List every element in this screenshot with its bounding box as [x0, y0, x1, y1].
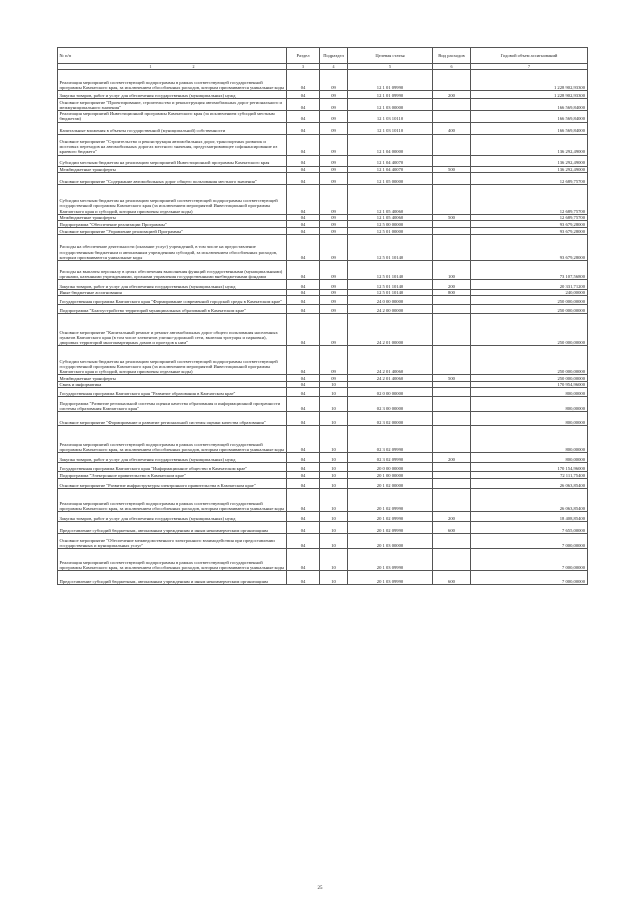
row-name: Реализация мероприятий соответствующей подпрограммы в рамках соответствующей государственной программы Камчатского края, за исключением обособленных расходов, которым присваиваются уникальные коды: [58, 489, 287, 512]
row-razdel: 04: [287, 214, 320, 220]
table-row: [58, 314, 588, 346]
row-vid: 400: [433, 122, 471, 134]
row-amount: 93 679,28000: [471, 235, 588, 261]
row-celevaya: 24 2 01 00000: [348, 314, 433, 346]
row-amount: 12 689,75700: [471, 214, 588, 220]
row-razdel: 04: [287, 280, 320, 290]
row-vid: 600: [433, 522, 471, 534]
row-name: Основное мероприятие "Капитальный ремонт и ремонт автомобильных дорог общего пользования населенных пунктов Камчатского края (в том числе элементов улично-дорожной сети, включая тротуары и парковки), дворовых территорий многоквартирных домов и проездов к ним": [58, 314, 287, 346]
row-celevaya: 24 0 00 00000: [348, 296, 433, 305]
row-celevaya: 12 1 04 40070: [348, 166, 433, 172]
table-body: [58, 70, 588, 585]
row-podrazdel: 10: [320, 453, 348, 463]
row-amount: 800,00000: [471, 388, 588, 397]
row-vid: 500: [433, 166, 471, 172]
row-celevaya: 02 3 02 09990: [348, 453, 433, 463]
row-name: Подпрограмма "Благоустройство территорий муниципальных образований в Камчатском крае": [58, 305, 287, 314]
row-vid: [433, 479, 471, 489]
row-razdel: 04: [287, 549, 320, 571]
row-podrazdel: 09: [320, 70, 348, 91]
row-celevaya: 24 2 01 40060: [348, 375, 433, 382]
row-razdel: 04: [287, 412, 320, 426]
row-podrazdel: 09: [320, 91, 348, 99]
row-amount: 240,00000: [471, 290, 588, 296]
row-vid: 200: [433, 91, 471, 99]
table-row: [58, 122, 588, 134]
row-razdel: 04: [287, 346, 320, 375]
row-amount: 800,00000: [471, 453, 588, 463]
row-podrazdel: 09: [320, 314, 348, 346]
table-row: [58, 479, 588, 489]
row-amount: 7 655,00000: [471, 522, 588, 534]
row-name: Основное мероприятие "Развитие инфраструктуры электронного правительства в Камчатском крае": [58, 479, 287, 489]
col-index: 3: [287, 64, 320, 70]
row-name: Государственная программа Камчатского края "Формирование современной городской среды в Камчатском крае": [58, 296, 287, 305]
table-row: [58, 235, 588, 261]
row-vid: [433, 70, 471, 91]
row-amount: 250 000,00000: [471, 346, 588, 375]
row-name: Основное мероприятие "Обеспечение межведомственного электронного взаимодействия при предоставлении государственных и муниципальных услуг": [58, 534, 287, 549]
table-row: [58, 99, 588, 111]
row-amount: 26 063,85400: [471, 479, 588, 489]
table-row: [58, 305, 588, 314]
row-vid: [433, 221, 471, 228]
row-vid: [433, 314, 471, 346]
row-amount: 250 000,00000: [471, 314, 588, 346]
table-row: [58, 91, 588, 99]
row-name: Предоставление субсидий бюджетным, автономным учреждениям и иным некоммерческим организациям: [58, 522, 287, 534]
table-row: [58, 571, 588, 585]
row-vid: [433, 172, 471, 184]
row-razdel: 04: [287, 91, 320, 99]
row-celevaya: 12 1 03 10110: [348, 111, 433, 122]
row-celevaya: 20 1 02 09990: [348, 522, 433, 534]
row-vid: [433, 296, 471, 305]
row-celevaya: 02 3 02 09990: [348, 426, 433, 453]
row-name: Закупка товаров, работ и услуг для обеспечения государственных (муниципальных) нужд: [58, 91, 287, 99]
header-name: № п/п: [58, 48, 287, 64]
row-celevaya: 20 1 03 00000: [348, 534, 433, 549]
row-name: Государственная программа Камчатского края "Развитие образования в Камчатском крае": [58, 388, 287, 397]
row-podrazdel: 09: [320, 122, 348, 134]
row-podrazdel: 10: [320, 382, 348, 388]
budget-table: [57, 47, 588, 585]
row-razdel: 04: [287, 228, 320, 235]
row-razdel: 04: [287, 375, 320, 382]
row-razdel: 04: [287, 184, 320, 214]
row-name: Реализация мероприятий соответствующей подпрограммы в рамках соответствующей государственной программы Камчатского края, за исключением обособленных расходов, которым присваиваются уникальные коды: [58, 426, 287, 453]
row-podrazdel: 09: [320, 235, 348, 261]
row-name: Государственная программа Камчатского края "Информационное общество в Камчатском крае": [58, 463, 287, 472]
row-vid: 200: [433, 453, 471, 463]
row-podrazdel: 10: [320, 479, 348, 489]
row-vid: 600: [433, 571, 471, 585]
table-row: [58, 280, 588, 290]
row-celevaya: 12 1 05 00000: [348, 172, 433, 184]
row-name: Субсидии местным бюджетам на реализацию мероприятий соответствующей подпрограммы соответствующей государственной программы Камчатского края (за исключением мероприятий Инвестиционной программы Камчатского края и субсидий, которым присвоены отдельные коды): [58, 184, 287, 214]
row-podrazdel: 10: [320, 388, 348, 397]
row-razdel: 04: [287, 426, 320, 453]
row-celevaya: 12 1 05 40060: [348, 214, 433, 220]
row-celevaya: 02 3 00 00000: [348, 397, 433, 412]
row-celevaya: 20 1 02 09990: [348, 512, 433, 522]
table-row: [58, 70, 588, 91]
row-name: Предоставление субсидий бюджетным, автономным учреждениям и иным некоммерческим организациям: [58, 571, 287, 585]
row-razdel: 04: [287, 290, 320, 296]
row-podrazdel: 09: [320, 111, 348, 122]
row-name: Закупка товаров, работ и услуг для обеспечения государственных (муниципальных) нужд: [58, 512, 287, 522]
row-amount: 93 679,28000: [471, 228, 588, 235]
row-name: Расходы на обеспечение деятельности (оказание услуг) учреждений, в том числе на предоставление государственным бюджетным и автономным учреждениям субсидий, за исключением обособленных расходов, которым присваиваются уникальные коды: [58, 235, 287, 261]
row-celevaya: 12 1 03 10110: [348, 122, 433, 134]
row-razdel: 04: [287, 111, 320, 122]
row-amount: 250 000,00000: [471, 305, 588, 314]
row-razdel: 04: [287, 382, 320, 388]
table-row: [58, 261, 588, 280]
row-podrazdel: 10: [320, 571, 348, 585]
row-celevaya: 12 5 00 00000: [348, 221, 433, 228]
table-row: [58, 346, 588, 375]
table-row: [58, 512, 588, 522]
table-row: [58, 375, 588, 382]
table-row: [58, 463, 588, 472]
row-razdel: 04: [287, 134, 320, 155]
table-row: [58, 111, 588, 122]
row-podrazdel: 09: [320, 261, 348, 280]
row-amount: 136 292,49000: [471, 155, 588, 166]
row-celevaya: 12 1 05 40060: [348, 184, 433, 214]
table-row: [58, 397, 588, 412]
row-name: Субсидии местным бюджетам на реализацию мероприятий Инвестиционной программы Камчатского края: [58, 155, 287, 166]
row-razdel: 04: [287, 534, 320, 549]
row-vid: [433, 412, 471, 426]
row-name: Основное мероприятие "Управление реализацией Программы": [58, 228, 287, 235]
table-row: [58, 426, 588, 453]
row-amount: 800,00000: [471, 426, 588, 453]
row-podrazdel: 09: [320, 184, 348, 214]
row-vid: [433, 463, 471, 472]
row-vid: 100: [433, 261, 471, 280]
row-podrazdel: 09: [320, 221, 348, 228]
row-vid: 500: [433, 214, 471, 220]
row-name: Связь и информатика: [58, 382, 287, 388]
row-celevaya: 12 1 04 00000: [348, 134, 433, 155]
row-razdel: 04: [287, 122, 320, 134]
table-row: [58, 522, 588, 534]
row-podrazdel: 10: [320, 534, 348, 549]
row-vid: [433, 228, 471, 235]
row-celevaya: 12 1 01 09990: [348, 70, 433, 91]
row-podrazdel: 09: [320, 99, 348, 111]
row-amount: 73 107,56800: [471, 261, 588, 280]
row-celevaya: 24 2 00 00000: [348, 305, 433, 314]
row-amount: 7 000,00000: [471, 549, 588, 571]
row-vid: 200: [433, 512, 471, 522]
row-vid: [433, 346, 471, 375]
row-name: Межбюджетные трансферты: [58, 166, 287, 172]
row-celevaya: 12 5 01 10140: [348, 235, 433, 261]
table-row: [58, 134, 588, 155]
row-celevaya: 20 1 03 09990: [348, 571, 433, 585]
table-row: [58, 534, 588, 549]
row-amount: 166 569,84000: [471, 99, 588, 111]
row-vid: [433, 111, 471, 122]
row-amount: 170 954,96000: [471, 382, 588, 388]
table-row: [58, 489, 588, 512]
row-razdel: 04: [287, 571, 320, 585]
row-name: Основное мероприятие "Проектирование, строительство и реконструкция автомобильных дорог регионального и межмуниципального значения": [58, 99, 287, 111]
row-name: Межбюджетные трансферты: [58, 214, 287, 220]
row-vid: [433, 397, 471, 412]
row-razdel: 04: [287, 305, 320, 314]
row-podrazdel: 09: [320, 296, 348, 305]
row-podrazdel: 09: [320, 280, 348, 290]
row-vid: [433, 134, 471, 155]
row-celevaya: 12 5 01 00000: [348, 228, 433, 235]
table-row: [58, 549, 588, 571]
row-name: Основное мероприятие "Строительство и реконструкция автомобильных дорог, транспортных развязок и мостовых переходов на автомобильных дорогах местного значения, предусматривающее софинансирование из краевого бюджета": [58, 134, 287, 155]
row-vid: [433, 489, 471, 512]
row-vid: 800: [433, 290, 471, 296]
col-index: 6: [433, 64, 471, 70]
row-razdel: 04: [287, 522, 320, 534]
row-vid: [433, 534, 471, 549]
row-vid: [433, 549, 471, 571]
row-amount: 250 000,00000: [471, 296, 588, 305]
row-podrazdel: 09: [320, 155, 348, 166]
row-vid: [433, 472, 471, 479]
row-celevaya: 12 1 04 40070: [348, 155, 433, 166]
row-celevaya: 20 0 00 00000: [348, 463, 433, 472]
row-podrazdel: 09: [320, 214, 348, 220]
row-razdel: 04: [287, 463, 320, 472]
row-celevaya: 12 5 01 10140: [348, 261, 433, 280]
row-razdel: 04: [287, 314, 320, 346]
row-name: Расходы на выплаты персоналу в целях обеспечения выполнения функций государственными (муниципальными) органами, казенными учреждениями, органами управления государственными внебюджетными фондами: [58, 261, 287, 280]
row-celevaya: 02 0 00 00000: [348, 388, 433, 397]
table-row: [58, 172, 588, 184]
table-row: [58, 228, 588, 235]
table-row: [58, 388, 588, 397]
row-podrazdel: 10: [320, 489, 348, 512]
row-podrazdel: 09: [320, 166, 348, 172]
row-podrazdel: 09: [320, 172, 348, 184]
row-amount: 12 689,75700: [471, 172, 588, 184]
row-razdel: 04: [287, 489, 320, 512]
row-celevaya: 12 5 01 10140: [348, 280, 433, 290]
row-vid: 200: [433, 280, 471, 290]
table-row: [58, 155, 588, 166]
row-amount: 170 154,96000: [471, 463, 588, 472]
row-podrazdel: 09: [320, 375, 348, 382]
table-row: [58, 296, 588, 305]
row-amount: 800,00000: [471, 412, 588, 426]
row-podrazdel: 10: [320, 463, 348, 472]
row-name: Подпрограмма "Электронное правительство в Камчатском крае": [58, 472, 287, 479]
row-razdel: 04: [287, 221, 320, 228]
row-name: Реализация мероприятий Инвестиционной программы Камчатского края (за исключением субсидий местным бюджетам): [58, 111, 287, 122]
row-podrazdel: 10: [320, 472, 348, 479]
row-name: Основное мероприятие "Формирование и развитие региональной системы оценки качества образования": [58, 412, 287, 426]
row-amount: 72 111,75400: [471, 472, 588, 479]
table-row: [58, 453, 588, 463]
row-vid: [433, 388, 471, 397]
row-razdel: 04: [287, 166, 320, 172]
row-podrazdel: 10: [320, 426, 348, 453]
table-row: [58, 221, 588, 228]
row-podrazdel: 10: [320, 522, 348, 534]
col-index: 5: [348, 64, 433, 70]
row-name: Основное мероприятие "Содержание автомобильных дорог общего пользования местного значения": [58, 172, 287, 184]
table-row: [58, 412, 588, 426]
row-razdel: 04: [287, 472, 320, 479]
row-razdel: 04: [287, 155, 320, 166]
header-celevaya: Целевая статья: [348, 48, 433, 64]
col-index: 4: [320, 64, 348, 70]
row-podrazdel: 09: [320, 346, 348, 375]
row-celevaya: 12 1 01 09990: [348, 91, 433, 99]
row-celevaya: 20 1 03 09990: [348, 549, 433, 571]
row-celevaya: 12 1 03 00000: [348, 99, 433, 111]
row-celevaya: 20 1 00 00000: [348, 472, 433, 479]
row-amount: 18 408,85400: [471, 512, 588, 522]
row-amount: 12 689,75700: [471, 184, 588, 214]
row-amount: 26 063,85400: [471, 489, 588, 512]
row-name: Закупка товаров, работ и услуг для обеспечения государственных (муниципальных) нужд: [58, 280, 287, 290]
header-godovoy: Годовой объем ассигнований: [471, 48, 588, 64]
row-podrazdel: 09: [320, 134, 348, 155]
row-podrazdel: 10: [320, 549, 348, 571]
table-row: [58, 472, 588, 479]
row-razdel: 04: [287, 235, 320, 261]
row-amount: 166 569,84000: [471, 111, 588, 122]
row-celevaya: 20 1 02 00000: [348, 479, 433, 489]
header-podrazdel: Подраздел: [320, 48, 348, 64]
row-vid: [433, 235, 471, 261]
row-amount: 250 000,00000: [471, 375, 588, 382]
row-name: Капитальные вложения в объекты государственной (муниципальной) собственности: [58, 122, 287, 134]
row-name: Реализация мероприятий соответствующей подпрограммы в рамках соответствующей государственной программы Камчатского края, за исключением обособленных расходов, которым присваиваются уникальные коды: [58, 70, 287, 91]
row-name: Иные бюджетные ассигнования: [58, 290, 287, 296]
row-razdel: 04: [287, 296, 320, 305]
row-name: Межбюджетные трансферты: [58, 375, 287, 382]
header-razdel: Раздел: [287, 48, 320, 64]
row-name: Реализация мероприятий соответствующей подпрограммы в рамках соответствующей государственной программы Камчатского края, за исключением обособленных расходов, которым присваиваются уникальные коды: [58, 549, 287, 571]
page-number: 25: [317, 886, 323, 891]
row-amount: 20 331,71200: [471, 280, 588, 290]
row-vid: [433, 426, 471, 453]
header-vid: Вид расходов: [433, 48, 471, 64]
col-index: 7: [471, 64, 588, 70]
row-vid: 500: [433, 375, 471, 382]
row-amount: 1 228 902,93300: [471, 91, 588, 99]
row-amount: 166 569,84000: [471, 122, 588, 134]
row-amount: 7 000,00000: [471, 571, 588, 585]
row-amount: 800,00000: [471, 397, 588, 412]
row-razdel: 04: [287, 453, 320, 463]
col-index: 1 2: [58, 64, 287, 70]
row-razdel: 04: [287, 172, 320, 184]
row-name: Подпрограмма "Обеспечение реализации Программы": [58, 221, 287, 228]
row-celevaya: 24 2 01 40060: [348, 346, 433, 375]
row-podrazdel: 10: [320, 512, 348, 522]
row-celevaya: 12 5 01 10140: [348, 290, 433, 296]
row-name: Субсидии местным бюджетам на реализацию мероприятий соответствующей подпрограммы соответствующей государственной программы Камчатского края (за исключением мероприятий Инвестиционной программы Камчатского края и субсидий, которым присвоены отдельные коды): [58, 346, 287, 375]
row-razdel: 04: [287, 512, 320, 522]
row-razdel: 04: [287, 99, 320, 111]
row-name: Подпрограмма "Развитие региональной системы оценки качества образования и информационной прозрачности системы образования Камчатского края": [58, 397, 287, 412]
row-amount: 136 292,49000: [471, 166, 588, 172]
row-razdel: 04: [287, 70, 320, 91]
row-razdel: 04: [287, 397, 320, 412]
row-podrazdel: 09: [320, 305, 348, 314]
row-celevaya: 20 1 02 09990: [348, 489, 433, 512]
row-razdel: 04: [287, 479, 320, 489]
row-amount: 7 000,00000: [471, 534, 588, 549]
row-vid: [433, 155, 471, 166]
row-name: Закупка товаров, работ и услуг для обеспечения государственных (муниципальных) нужд: [58, 453, 287, 463]
row-vid: [433, 305, 471, 314]
row-vid: [433, 184, 471, 214]
row-podrazdel: 09: [320, 228, 348, 235]
row-vid: [433, 99, 471, 111]
row-amount: 1 228 902,93300: [471, 70, 588, 91]
row-celevaya: 02 3 02 00000: [348, 412, 433, 426]
row-razdel: 04: [287, 261, 320, 280]
row-podrazdel: 10: [320, 412, 348, 426]
table-header-row: [58, 48, 588, 64]
row-amount: 136 292,49000: [471, 134, 588, 155]
table-row: [58, 184, 588, 214]
row-podrazdel: 09: [320, 290, 348, 296]
row-razdel: 04: [287, 388, 320, 397]
row-amount: 93 679,28000: [471, 221, 588, 228]
row-podrazdel: 10: [320, 397, 348, 412]
